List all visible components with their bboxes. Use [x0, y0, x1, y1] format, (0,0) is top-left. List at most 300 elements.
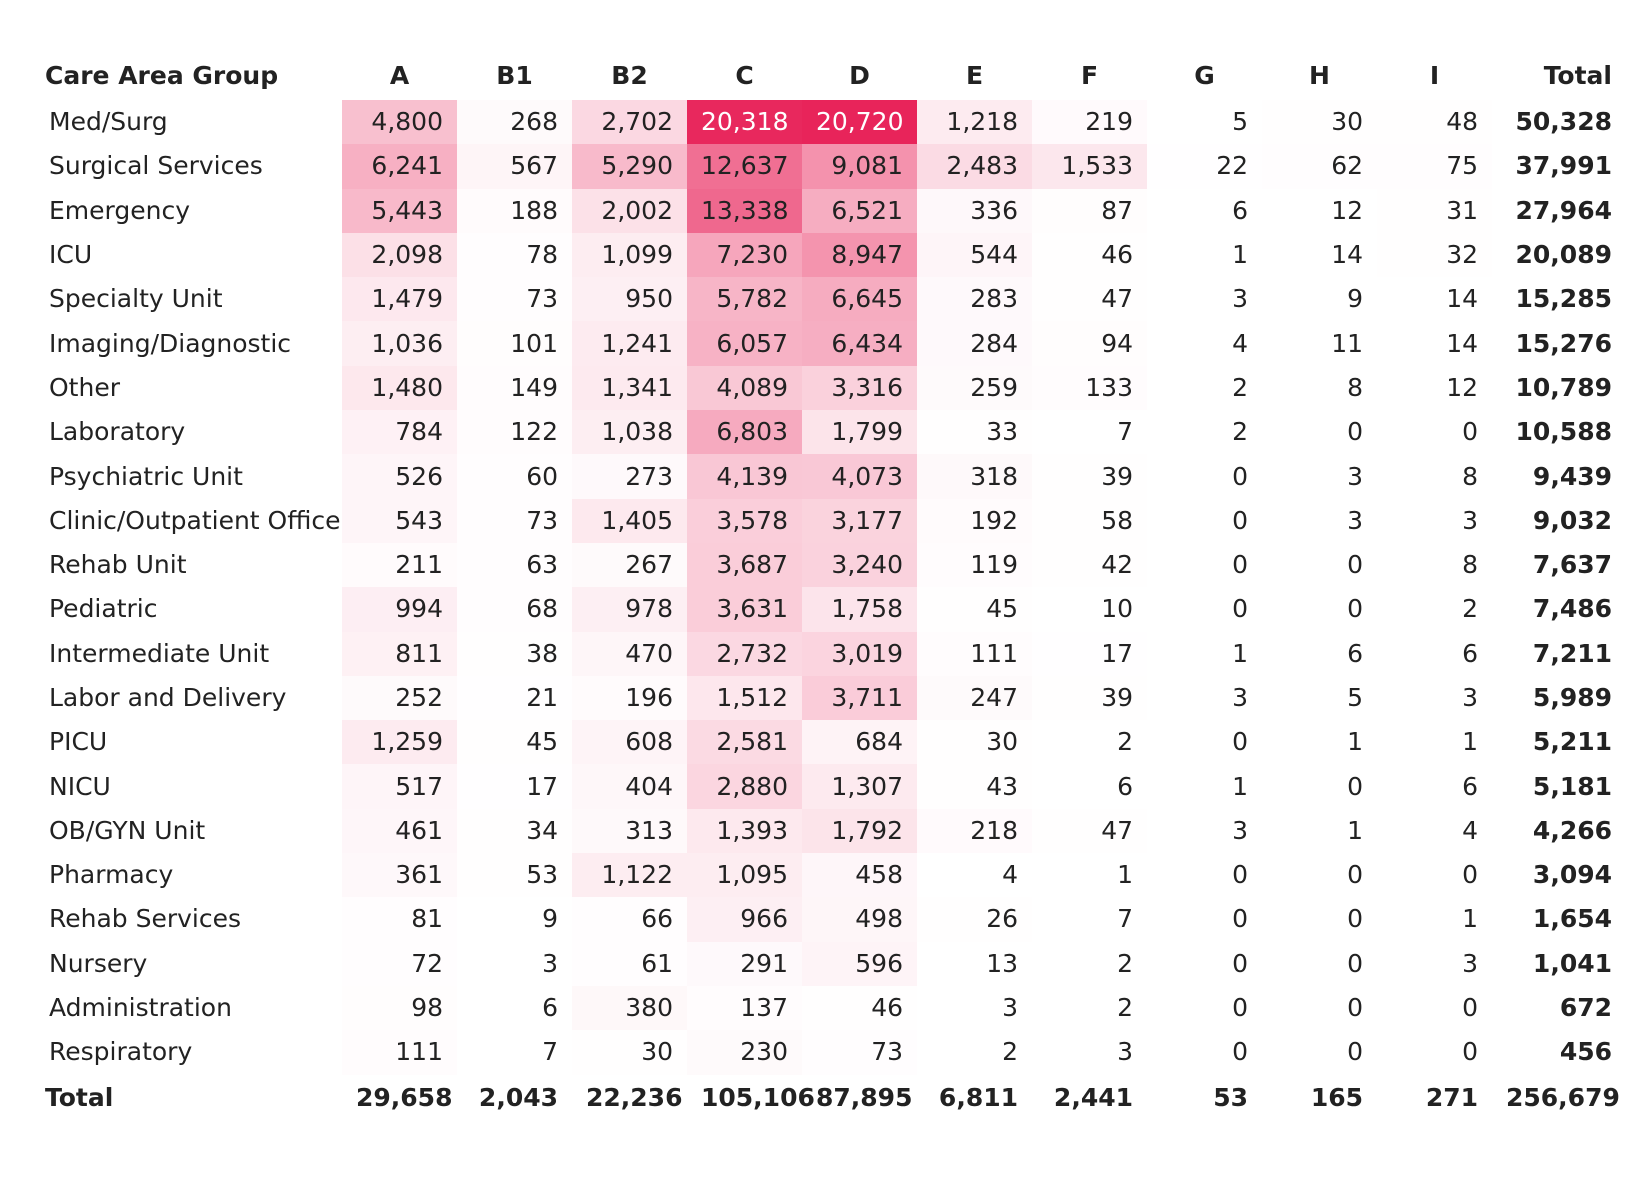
row-total: 37,991 [1515, 151, 1612, 181]
heat-cell: 39 [1032, 676, 1147, 720]
heat-cell: 3,711 [802, 676, 917, 720]
heat-cell: 73 [457, 277, 572, 321]
heat-cell: 122 [457, 410, 572, 454]
column-total: 87,895 [816, 1082, 913, 1112]
heat-cell: 6,434 [802, 321, 917, 365]
heat-cell: 0 [1377, 1030, 1492, 1074]
table-row [40, 100, 1620, 144]
heat-cell: 12 [1377, 366, 1492, 410]
heat-cell: 0 [1377, 986, 1492, 1030]
heat-cell: 1 [1262, 720, 1377, 764]
row-label: Other [49, 372, 120, 402]
heat-cell: 3 [457, 942, 572, 986]
row-label: Clinic/Outpatient Office [49, 505, 341, 535]
column-header-f: F [1080, 61, 1099, 90]
heat-cell: 63 [457, 543, 572, 587]
heat-cell: 5 [1262, 676, 1377, 720]
heat-cell: 46 [802, 986, 917, 1030]
row-total: 5,211 [1532, 727, 1612, 757]
heat-cell: 4 [1377, 809, 1492, 853]
heat-cell: 1,122 [572, 853, 687, 897]
heat-cell: 2 [1147, 366, 1262, 410]
column-header-g: G [1194, 61, 1215, 90]
row-total: 20,089 [1515, 240, 1612, 270]
heat-cell: 458 [802, 853, 917, 897]
heat-cell: 22 [1147, 144, 1262, 188]
heat-cell: 2,098 [342, 233, 457, 277]
heat-cell: 950 [572, 277, 687, 321]
row-total: 9,032 [1532, 505, 1612, 535]
heat-cell: 4,800 [342, 100, 457, 144]
row-label: Respiratory [49, 1037, 193, 1067]
heat-cell: 48 [1377, 100, 1492, 144]
heat-cell: 1,799 [802, 410, 917, 454]
heat-cell: 0 [1377, 853, 1492, 897]
heat-cell: 3 [917, 986, 1032, 1030]
row-label: Surgical Services [49, 151, 263, 181]
heat-cell: 196 [572, 676, 687, 720]
heat-cell: 6,241 [342, 144, 457, 188]
heat-cell: 30 [572, 1030, 687, 1074]
heat-cell: 318 [917, 454, 1032, 498]
heat-cell: 684 [802, 720, 917, 764]
table-row [40, 321, 1620, 365]
heat-cell: 14 [1377, 321, 1492, 365]
heat-cell: 283 [917, 277, 1032, 321]
heat-cell: 61 [572, 942, 687, 986]
heat-cell: 1,038 [572, 410, 687, 454]
heat-cell: 543 [342, 499, 457, 543]
heat-cell: 66 [572, 897, 687, 941]
heat-cell: 8 [1377, 454, 1492, 498]
heat-cell: 2 [1147, 410, 1262, 454]
heat-cell: 1,036 [342, 321, 457, 365]
heat-cell: 218 [917, 809, 1032, 853]
heat-cell: 9,081 [802, 144, 917, 188]
heat-cell: 273 [572, 454, 687, 498]
heat-cell: 39 [1032, 454, 1147, 498]
heat-cell: 1,758 [802, 587, 917, 631]
heat-cell: 2,581 [687, 720, 802, 764]
heat-cell: 7 [1032, 897, 1147, 941]
heat-cell: 1,095 [687, 853, 802, 897]
table-row [40, 809, 1620, 853]
heat-cell: 149 [457, 366, 572, 410]
heat-cell: 1 [1147, 764, 1262, 808]
row-label: NICU [49, 771, 111, 801]
heat-cell: 3 [1032, 1030, 1147, 1074]
heat-cell: 3,019 [802, 632, 917, 676]
heat-cell: 3,578 [687, 499, 802, 543]
heat-cell: 361 [342, 853, 457, 897]
heat-cell: 4,073 [802, 454, 917, 498]
heat-cell: 62 [1262, 144, 1377, 188]
heat-cell: 111 [917, 632, 1032, 676]
table-row [40, 277, 1620, 321]
heat-cell: 498 [802, 897, 917, 941]
heat-cell: 3,631 [687, 587, 802, 631]
heat-cell: 3 [1377, 499, 1492, 543]
row-total: 15,276 [1515, 328, 1612, 358]
heat-cell: 0 [1147, 587, 1262, 631]
heat-cell: 0 [1147, 942, 1262, 986]
heat-cell: 1,480 [342, 366, 457, 410]
heat-cell: 6,521 [802, 189, 917, 233]
header-row [40, 52, 1620, 100]
heat-cell: 3 [1147, 676, 1262, 720]
heat-cell: 1,479 [342, 277, 457, 321]
heat-cell: 811 [342, 632, 457, 676]
heat-cell: 53 [457, 853, 572, 897]
heat-cell: 13,338 [687, 189, 802, 233]
heat-cell: 2,880 [687, 764, 802, 808]
heat-cell: 267 [572, 543, 687, 587]
row-label: Labor and Delivery [49, 683, 287, 712]
heat-cell: 20,318 [687, 100, 802, 144]
heat-cell: 73 [802, 1030, 917, 1074]
heat-cell: 596 [802, 942, 917, 986]
column-total: 2,441 [1053, 1082, 1133, 1112]
heat-cell: 3,687 [687, 543, 802, 587]
heat-cell: 12 [1262, 189, 1377, 233]
heat-cell: 12,637 [687, 144, 802, 188]
heat-cell: 14 [1262, 233, 1377, 277]
heat-cell: 9 [1262, 277, 1377, 321]
heat-cell: 0 [1262, 410, 1377, 454]
heat-cell: 2,002 [572, 189, 687, 233]
heat-cell: 0 [1262, 543, 1377, 587]
heat-cell: 45 [917, 587, 1032, 631]
heat-cell: 544 [917, 233, 1032, 277]
column-header-b1: B1 [496, 61, 533, 90]
heat-cell: 1,307 [802, 764, 917, 808]
heat-cell: 526 [342, 454, 457, 498]
heat-cell: 9 [457, 897, 572, 941]
heat-cell: 73 [457, 499, 572, 543]
heat-cell: 31 [1377, 189, 1492, 233]
column-total: 53 [1213, 1082, 1248, 1112]
totals-row [40, 1075, 1620, 1121]
heat-cell: 268 [457, 100, 572, 144]
row-total: 7,486 [1532, 594, 1612, 624]
row-total: 5,989 [1532, 683, 1612, 712]
heat-cell: 38 [457, 632, 572, 676]
heat-cell: 0 [1262, 764, 1377, 808]
row-total: 27,964 [1515, 195, 1612, 225]
heat-cell: 380 [572, 986, 687, 1030]
heat-cell: 47 [1032, 809, 1147, 853]
table-row [40, 499, 1620, 543]
table-row [40, 543, 1620, 587]
heat-cell: 11 [1262, 321, 1377, 365]
heat-cell: 2,483 [917, 144, 1032, 188]
row-header-label: Care Area Group [45, 61, 279, 90]
column-total: 6,811 [938, 1082, 1018, 1112]
column-total: 2,043 [478, 1082, 558, 1112]
table-row [40, 410, 1620, 454]
row-label: OB/GYN Unit [49, 815, 206, 845]
heat-cell: 6,057 [687, 321, 802, 365]
heat-cell: 5,782 [687, 277, 802, 321]
row-label: Emergency [49, 195, 191, 225]
table-row [40, 366, 1620, 410]
heat-cell: 4 [1147, 321, 1262, 365]
heatmap-body [40, 100, 1620, 1075]
row-total: 7,211 [1532, 638, 1612, 668]
heat-cell: 0 [1147, 1030, 1262, 1074]
heat-cell: 8 [1377, 543, 1492, 587]
heat-cell: 78 [457, 233, 572, 277]
heat-cell: 336 [917, 189, 1032, 233]
row-label: Pediatric [49, 594, 158, 624]
heat-cell: 252 [342, 676, 457, 720]
row-total: 10,789 [1515, 372, 1612, 402]
totals-row-label: Total [45, 1082, 114, 1112]
row-label: Specialty Unit [49, 284, 223, 314]
column-header-d: D [849, 61, 870, 90]
column-total: 29,658 [356, 1082, 453, 1112]
heat-cell: 291 [687, 942, 802, 986]
table-row [40, 587, 1620, 631]
heat-cell: 0 [1147, 720, 1262, 764]
row-label: Laboratory [49, 417, 186, 447]
table-row [40, 632, 1620, 676]
heat-cell: 60 [457, 454, 572, 498]
heat-cell: 0 [1262, 986, 1377, 1030]
row-label: Intermediate Unit [49, 638, 270, 668]
heat-cell: 8,947 [802, 233, 917, 277]
heat-cell: 1,405 [572, 499, 687, 543]
heat-cell: 1 [1377, 720, 1492, 764]
row-total: 3,094 [1532, 860, 1612, 890]
heat-cell: 1 [1032, 853, 1147, 897]
heat-cell: 119 [917, 543, 1032, 587]
heat-cell: 192 [917, 499, 1032, 543]
heat-cell: 68 [457, 587, 572, 631]
heat-cell: 1,241 [572, 321, 687, 365]
column-total: 271 [1425, 1082, 1478, 1112]
table-row [40, 897, 1620, 941]
heat-cell: 7 [1032, 410, 1147, 454]
heat-cell: 4 [917, 853, 1032, 897]
heat-cell: 461 [342, 809, 457, 853]
column-header-e: E [965, 61, 984, 90]
heat-cell: 34 [457, 809, 572, 853]
heat-cell: 6 [1377, 764, 1492, 808]
heat-cell: 0 [1147, 543, 1262, 587]
heat-cell: 30 [917, 720, 1032, 764]
heat-cell: 5,290 [572, 144, 687, 188]
heat-cell: 259 [917, 366, 1032, 410]
heat-cell: 6,645 [802, 277, 917, 321]
heat-cell: 4,139 [687, 454, 802, 498]
column-header-c: C [735, 61, 754, 90]
row-label: Psychiatric Unit [49, 461, 243, 491]
heat-cell: 1 [1262, 809, 1377, 853]
heat-cell: 45 [457, 720, 572, 764]
heat-cell: 784 [342, 410, 457, 454]
heat-cell: 17 [1032, 632, 1147, 676]
heat-cell: 6 [1262, 632, 1377, 676]
heat-cell: 1 [1147, 632, 1262, 676]
row-total: 4,266 [1532, 815, 1612, 845]
heat-cell: 137 [687, 986, 802, 1030]
heat-cell: 17 [457, 764, 572, 808]
heat-cell: 404 [572, 764, 687, 808]
heat-cell: 72 [342, 942, 457, 986]
heat-cell: 0 [1147, 897, 1262, 941]
row-label: ICU [49, 240, 93, 270]
heat-cell: 87 [1032, 189, 1147, 233]
heat-cell: 111 [342, 1030, 457, 1074]
column-total: 165 [1310, 1082, 1363, 1112]
row-label: Pharmacy [49, 860, 174, 890]
heat-cell: 13 [917, 942, 1032, 986]
heat-cell: 10 [1032, 587, 1147, 631]
heat-cell: 230 [687, 1030, 802, 1074]
heat-cell: 2 [917, 1030, 1032, 1074]
heat-cell: 30 [1262, 100, 1377, 144]
heat-cell: 6,803 [687, 410, 802, 454]
heat-cell: 0 [1147, 499, 1262, 543]
heat-cell: 7 [457, 1030, 572, 1074]
row-total: 5,181 [1532, 771, 1612, 801]
heat-cell: 2 [1032, 986, 1147, 1030]
heat-cell: 3 [1262, 454, 1377, 498]
heat-cell: 81 [342, 897, 457, 941]
heat-cell: 1,393 [687, 809, 802, 853]
table-row [40, 189, 1620, 233]
heat-cell: 6 [1377, 632, 1492, 676]
heat-cell: 247 [917, 676, 1032, 720]
heat-cell: 1,099 [572, 233, 687, 277]
heat-cell: 3 [1147, 809, 1262, 853]
heat-cell: 6 [1032, 764, 1147, 808]
heat-cell: 3,240 [802, 543, 917, 587]
row-label: Imaging/Diagnostic [49, 328, 292, 358]
heat-cell: 1,218 [917, 100, 1032, 144]
table-row [40, 144, 1620, 188]
row-label: Med/Surg [49, 107, 168, 137]
heat-cell: 567 [457, 144, 572, 188]
heat-cell: 0 [1147, 454, 1262, 498]
heat-cell: 1 [1147, 233, 1262, 277]
heat-cell: 3,177 [802, 499, 917, 543]
table-row [40, 233, 1620, 277]
heat-cell: 21 [457, 676, 572, 720]
row-total: 7,637 [1532, 550, 1612, 580]
heat-cell: 42 [1032, 543, 1147, 587]
heat-cell: 188 [457, 189, 572, 233]
table-row [40, 720, 1620, 764]
heat-cell: 0 [1147, 986, 1262, 1030]
heatmap-table [40, 52, 1620, 1121]
column-total: 105,106 [701, 1082, 815, 1112]
heat-cell: 133 [1032, 366, 1147, 410]
row-total: 1,654 [1532, 904, 1612, 934]
heat-cell: 966 [687, 897, 802, 941]
row-total: 10,588 [1515, 417, 1612, 447]
heat-cell: 47 [1032, 277, 1147, 321]
heat-cell: 211 [342, 543, 457, 587]
heat-cell: 517 [342, 764, 457, 808]
column-header-a: A [389, 61, 410, 90]
heat-cell: 32 [1377, 233, 1492, 277]
row-label: Nursery [49, 948, 148, 978]
column-total: 22,236 [586, 1082, 683, 1112]
table-row [40, 454, 1620, 498]
row-label: PICU [49, 727, 108, 757]
heat-cell: 284 [917, 321, 1032, 365]
heat-cell: 26 [917, 897, 1032, 941]
heat-cell: 0 [1262, 942, 1377, 986]
heat-cell: 6 [457, 986, 572, 1030]
heat-cell: 2 [1032, 942, 1147, 986]
column-header-total: Total [1543, 61, 1612, 90]
heat-cell: 14 [1377, 277, 1492, 321]
heat-cell: 1,512 [687, 676, 802, 720]
row-label: Administration [49, 993, 232, 1023]
heat-cell: 470 [572, 632, 687, 676]
heat-cell: 0 [1147, 853, 1262, 897]
heat-cell: 6 [1147, 189, 1262, 233]
table-row [40, 1030, 1620, 1074]
heat-cell: 5 [1147, 100, 1262, 144]
column-header-i: I [1429, 61, 1440, 90]
heat-cell: 4,089 [687, 366, 802, 410]
heat-cell: 978 [572, 587, 687, 631]
heat-cell: 1,259 [342, 720, 457, 764]
heat-cell: 1,792 [802, 809, 917, 853]
heat-cell: 5,443 [342, 189, 457, 233]
heat-cell: 313 [572, 809, 687, 853]
heat-cell: 1,341 [572, 366, 687, 410]
row-total: 1,041 [1532, 948, 1612, 978]
heat-cell: 33 [917, 410, 1032, 454]
heat-cell: 58 [1032, 499, 1147, 543]
table-row [40, 764, 1620, 808]
row-label: Rehab Services [49, 904, 242, 934]
heat-cell: 0 [1262, 897, 1377, 941]
heat-cell: 101 [457, 321, 572, 365]
row-total: 456 [1559, 1037, 1612, 1067]
heat-cell: 0 [1262, 1030, 1377, 1074]
column-header-b2: B2 [611, 61, 648, 90]
heat-cell: 1,533 [1032, 144, 1147, 188]
heat-cell: 608 [572, 720, 687, 764]
grand-total: 256,679 [1506, 1082, 1620, 1112]
heat-cell: 0 [1262, 853, 1377, 897]
heat-cell: 20,720 [802, 100, 917, 144]
table-row [40, 942, 1620, 986]
heat-cell: 994 [342, 587, 457, 631]
heat-cell: 219 [1032, 100, 1147, 144]
heat-cell: 43 [917, 764, 1032, 808]
row-total: 672 [1559, 993, 1612, 1023]
row-total: 15,285 [1515, 284, 1612, 314]
heat-cell: 3 [1262, 499, 1377, 543]
heat-cell: 75 [1377, 144, 1492, 188]
heat-cell: 2 [1032, 720, 1147, 764]
heat-cell: 2 [1377, 587, 1492, 631]
table-row [40, 676, 1620, 720]
table-row [40, 853, 1620, 897]
heat-cell: 1 [1377, 897, 1492, 941]
column-header-h: H [1309, 61, 1330, 90]
heat-cell: 8 [1262, 366, 1377, 410]
heat-cell: 0 [1377, 410, 1492, 454]
heat-cell: 0 [1262, 587, 1377, 631]
